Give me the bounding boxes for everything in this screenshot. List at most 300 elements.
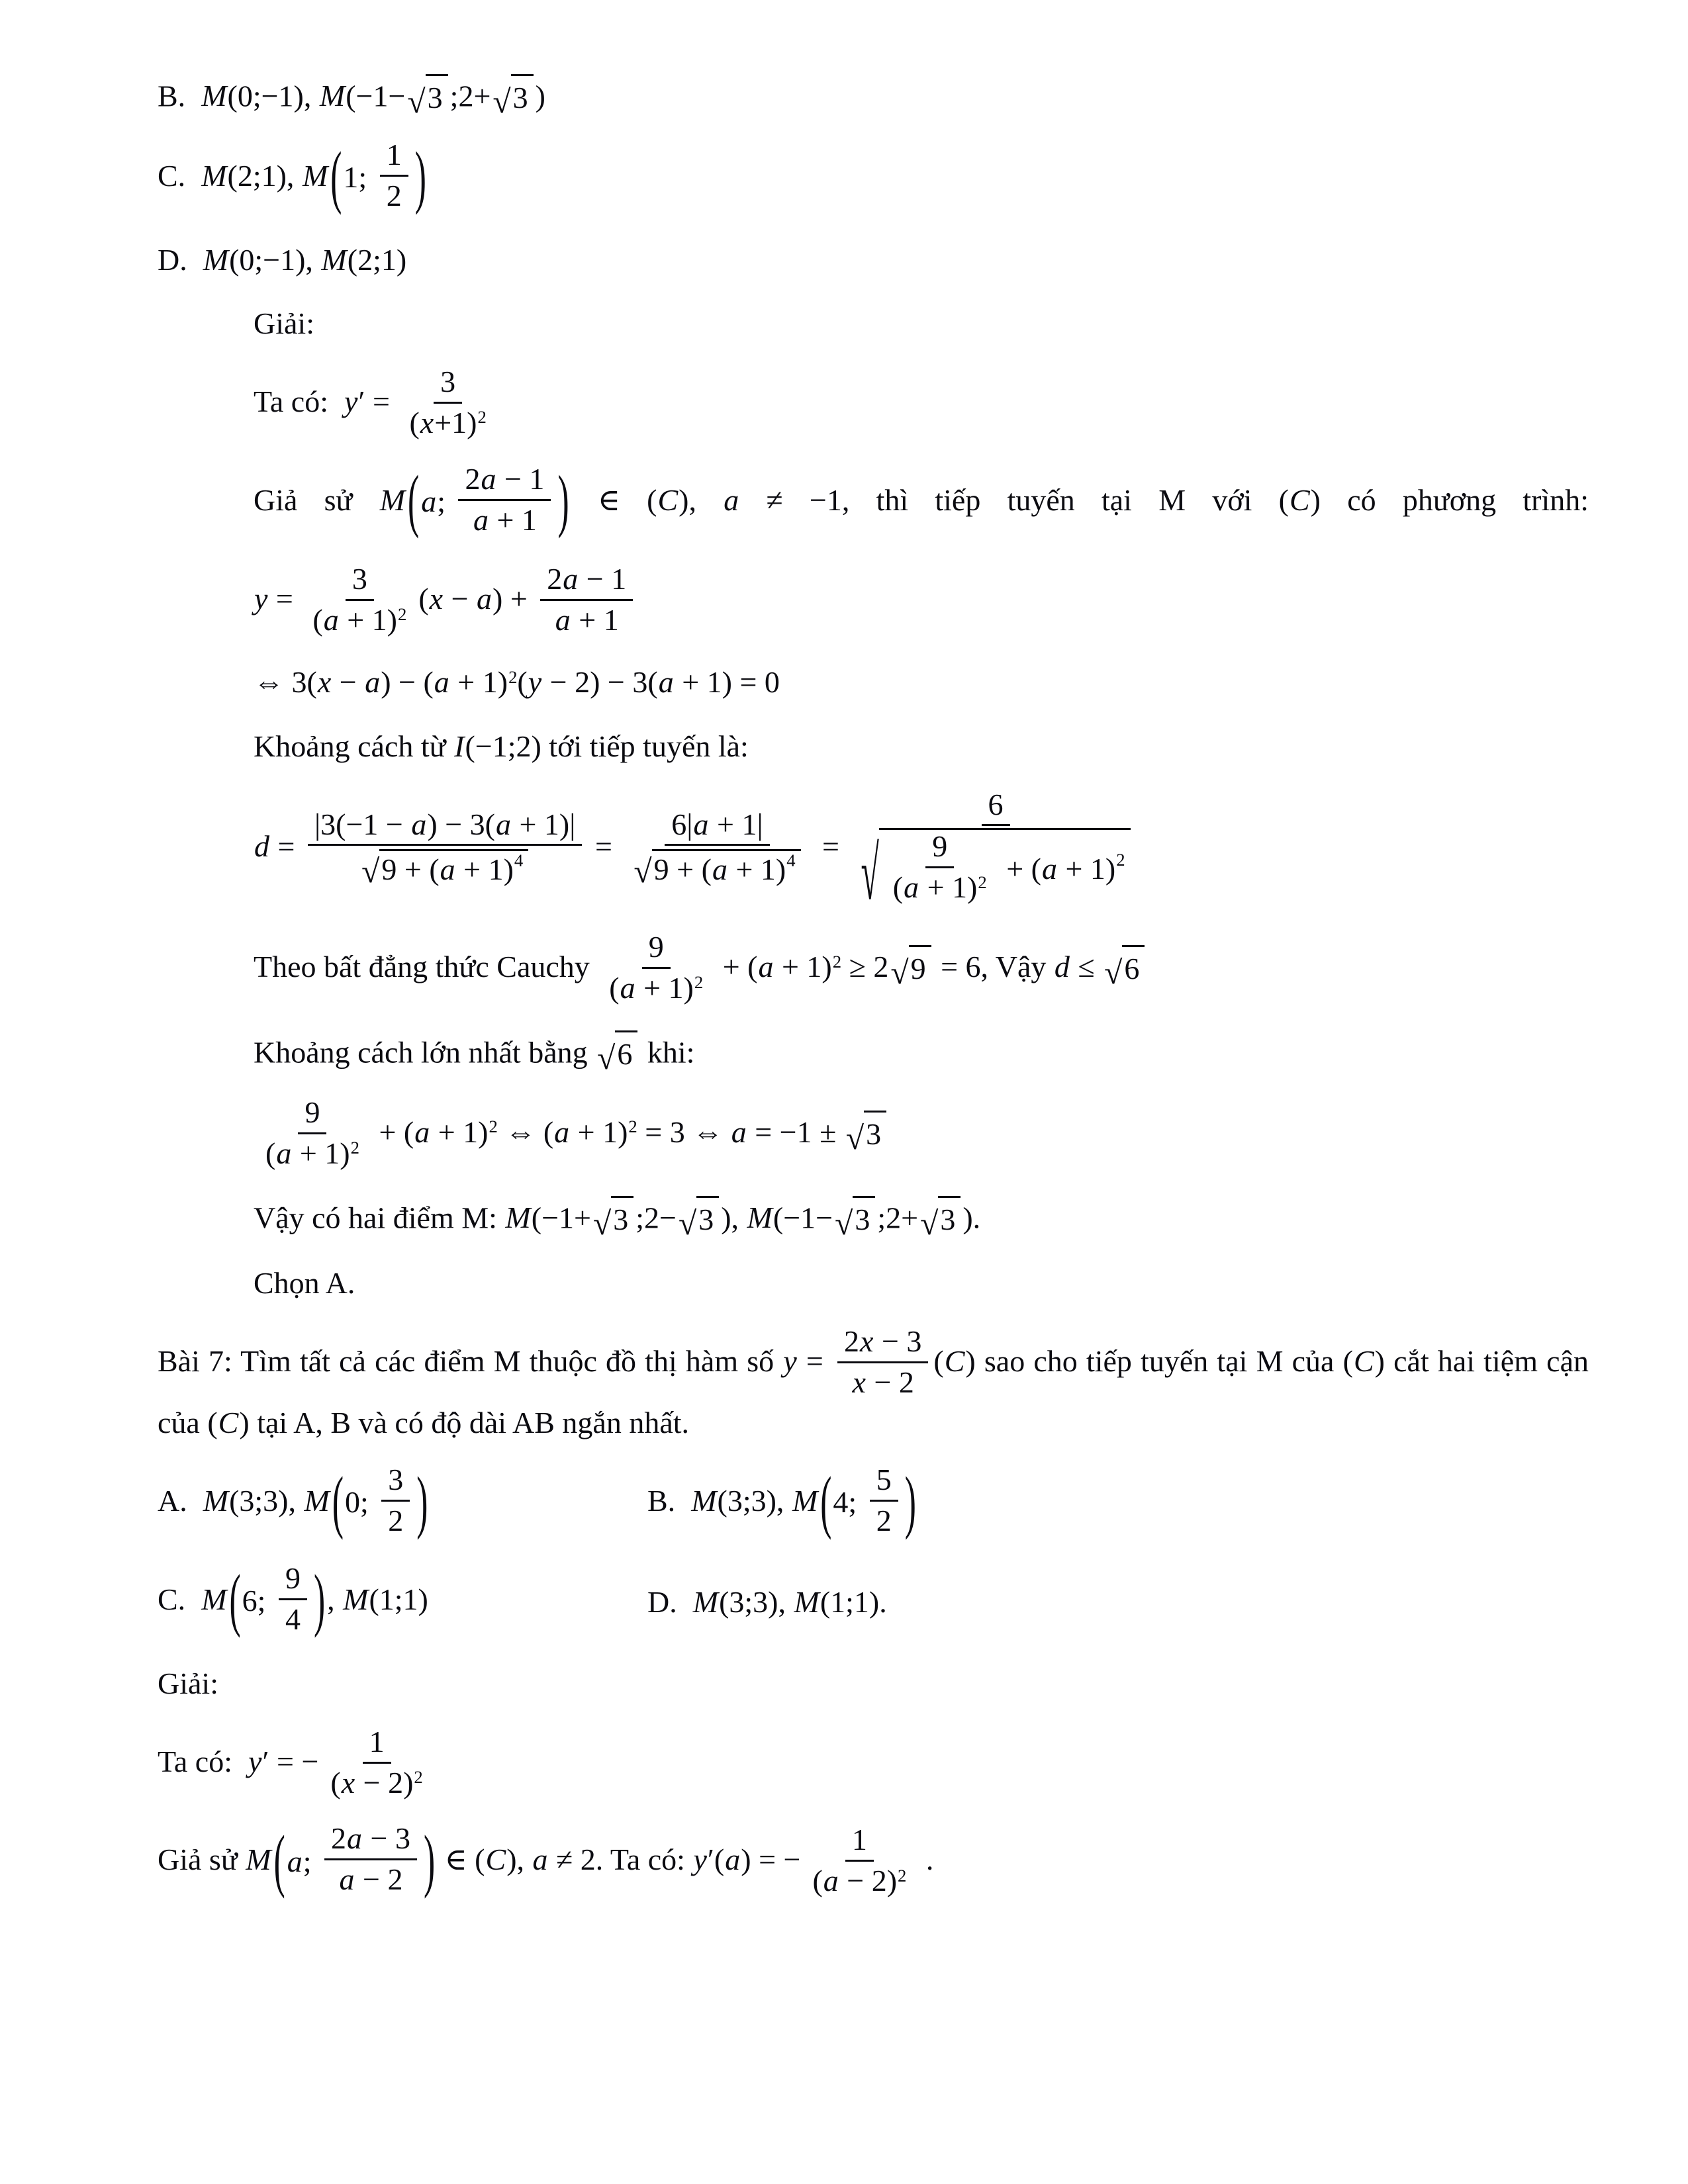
text-run: − 2) (839, 1864, 898, 1898)
radicand: $\frac{9}{(a + 1)^2}$ + ( a + 1) 2 (879, 828, 1131, 907)
close-paren-icon: ) (313, 1562, 326, 1640)
text-run: B. (647, 1483, 691, 1518)
math-variable: a (440, 852, 455, 887)
text-run: 3 (512, 81, 528, 114)
superscript: 2 (628, 1116, 637, 1137)
math-variable: a (904, 870, 919, 905)
text-run: 6| (671, 807, 693, 841)
cauchy-inequality (254, 932, 1589, 1008)
text-run: 9 + ( (381, 852, 440, 887)
text-run: ′( (707, 1843, 725, 1877)
superscript: 2 (898, 1865, 907, 1886)
denominator (381, 1502, 410, 1539)
math-variable: a (421, 484, 437, 519)
open-paren-icon: ( (820, 1463, 832, 1541)
option-d (158, 240, 1589, 281)
text-run: 6 (1124, 951, 1140, 985)
text-run: B. (158, 79, 201, 113)
text-run: ) có phương trình: (1310, 482, 1589, 517)
open-paren-icon: ( (273, 1822, 285, 1900)
text-run: + ( (371, 1115, 414, 1150)
numerator (346, 562, 374, 601)
tangent-line-form (254, 662, 1589, 703)
text-run: + 1) (455, 852, 514, 887)
text-run: (−1+ (531, 1201, 591, 1235)
text-run: + ( (715, 950, 758, 984)
math-variable: M (692, 1585, 719, 1619)
fraction (324, 1821, 417, 1897)
radicand (511, 74, 534, 118)
fraction (886, 829, 994, 905)
math-variable: M (747, 1201, 773, 1235)
text-run: Ta có: (254, 385, 344, 419)
radicand: 9 + ( a + 1) 4 (379, 849, 528, 887)
fraction (381, 1463, 410, 1539)
text-run: ; (303, 1844, 320, 1878)
text-run: − 1 (496, 461, 545, 496)
radical-sign-icon: √ (920, 1205, 939, 1242)
text-run: + 1) (292, 1136, 350, 1171)
math-variable: C (1353, 1344, 1374, 1379)
text-run: ) cắt hai tiệm cận của ( (158, 1344, 1597, 1439)
math-variable: a (563, 561, 579, 596)
text-run: (1;1) (369, 1582, 428, 1616)
text-run: − 3 (363, 1821, 410, 1856)
fraction (837, 1324, 928, 1400)
paren-content (419, 461, 557, 540)
text-run: + 1 (571, 602, 619, 637)
text-run: 3 (866, 1116, 882, 1151)
superscript: 2 (414, 1766, 423, 1787)
math-variable: y (248, 1744, 262, 1778)
numerator (380, 138, 408, 177)
text-run: ⇔ ( (497, 1115, 554, 1150)
numerator (434, 365, 462, 404)
denominator (332, 1860, 410, 1897)
denominator (870, 1502, 898, 1539)
text-run: + 1) (339, 602, 397, 637)
text-run: C. (158, 159, 201, 193)
square-root (890, 945, 931, 989)
fraction (380, 138, 408, 214)
text-run: 2 (386, 178, 402, 212)
text-run: 2 (388, 1503, 404, 1537)
conclusion-points (254, 1196, 1589, 1240)
text-run: 9 (648, 930, 664, 964)
math-variable: M (302, 159, 328, 193)
superscript: 2 (489, 1116, 498, 1137)
numerator (540, 562, 633, 601)
numerator (665, 807, 769, 846)
text-run: = (814, 829, 847, 863)
math-variable: x (860, 1324, 874, 1359)
math-variable: a (347, 1821, 363, 1856)
denominator (845, 1363, 921, 1400)
text-run: − 2) − 3( (542, 665, 658, 700)
max-distance-text (254, 1030, 1589, 1075)
text-run: 9 + ( (653, 852, 712, 887)
radical-sign-icon: √ (592, 1205, 612, 1242)
text-run: 2 (331, 1821, 347, 1856)
math-variable: y (344, 385, 358, 419)
numerator (279, 1561, 307, 1600)
close-paren-icon: ) (904, 1463, 916, 1541)
math-variable: y (254, 581, 268, 615)
paren-content (342, 140, 414, 216)
text-run: ) − 3( (427, 807, 495, 841)
answer-choice-6 (254, 1263, 1589, 1304)
superscript: 2 (350, 1138, 359, 1158)
paren-content (831, 1462, 904, 1541)
math-variable: a (414, 1115, 430, 1150)
math-variable: M (505, 1201, 531, 1235)
text-run: 6 (617, 1037, 633, 1071)
math-variable: d (1054, 950, 1070, 984)
text-run: Khoảng cách lớn nhất bằng (254, 1035, 596, 1069)
text-run: Giả sử (158, 1843, 246, 1877)
math-variable: M (203, 1483, 229, 1518)
math-variable: M (691, 1483, 717, 1518)
text-run: 0; (344, 1485, 377, 1520)
text-run: (−1;2) (465, 729, 541, 763)
text-run: 2 (876, 1503, 892, 1537)
text-run: ), (506, 1843, 532, 1877)
text-run: + ( (998, 852, 1041, 886)
radical-sign-icon: √ (361, 852, 380, 889)
math-variable: M (792, 1483, 818, 1518)
square-root (861, 828, 1131, 916)
text-run: ) tại A, B và có độ dài AB ngắn nhất. (239, 1405, 690, 1439)
derivative-1 (254, 367, 1589, 443)
text-run: + 1) = 0 (674, 665, 780, 700)
text-run: 6 (988, 787, 1004, 821)
denominator (548, 601, 626, 638)
radical-sign-icon: √ (633, 852, 652, 889)
text-run: ;2− (635, 1201, 677, 1235)
fraction (458, 462, 551, 538)
text-run: + 1) (570, 1115, 628, 1150)
denominator (402, 404, 492, 441)
text-run: Theo bất đẳng thức Cauchy (254, 950, 598, 984)
paren-content (285, 1823, 424, 1899)
math-variable: x (429, 581, 444, 615)
radical-sign-icon: √ (861, 831, 879, 916)
text-run: +1) (434, 405, 477, 439)
math-variable: d (254, 829, 269, 863)
distance-formula (254, 787, 1589, 916)
numerator (925, 829, 954, 868)
math-variable: a (724, 482, 739, 517)
text-run: |3(−1 − (314, 807, 411, 841)
radical-sign-icon: √ (597, 1040, 616, 1077)
denominator (259, 1134, 366, 1171)
math-variable: x (420, 405, 434, 439)
text-run: 3 (613, 1202, 629, 1236)
assume-point-2 (158, 1821, 1589, 1901)
text-run: ( (892, 870, 904, 905)
math-variable: a (658, 665, 674, 700)
text-run: + 1) (919, 870, 978, 905)
numerator (308, 807, 583, 846)
text-run: ( (933, 1344, 944, 1379)
fraction (853, 787, 1139, 916)
math-variable: C (218, 1405, 239, 1439)
math-variable: M (319, 79, 346, 113)
text-run: 5 (876, 1462, 892, 1496)
answers-row-cd (158, 1561, 1589, 1641)
square-root (407, 74, 447, 118)
square-root (679, 1196, 719, 1240)
text-run: 1 (386, 138, 402, 172)
text-run: ∈ ( (437, 1843, 485, 1877)
math-variable: y (783, 1344, 797, 1379)
paren-content (344, 1462, 416, 1541)
text-run: 3 (698, 1202, 714, 1236)
option-b (158, 74, 1589, 118)
square-root (835, 1196, 875, 1240)
text-run: 3 (352, 561, 367, 596)
square-root (597, 1030, 637, 1075)
text-run: (3;3), (229, 1483, 304, 1518)
option-c (158, 138, 1589, 217)
text-run: Chọn A. (254, 1266, 355, 1300)
paren-group (332, 1462, 428, 1541)
text-run: 1; (343, 160, 375, 195)
math-variable: M (343, 1582, 369, 1616)
text-run: 3 (440, 365, 456, 399)
text-run: ). (962, 1201, 981, 1235)
text-run: ), (721, 1201, 747, 1235)
radicand (864, 1111, 886, 1155)
superscript: 2 (832, 951, 842, 972)
text-run: (2;1) (347, 242, 407, 277)
open-paren-icon: ( (332, 1463, 344, 1541)
radicand: 9 + ( a + 1) 4 (652, 849, 801, 887)
math-variable: M (203, 242, 229, 277)
text-run: C. (158, 1582, 201, 1616)
math-variable: M (794, 1585, 820, 1619)
fraction (602, 930, 710, 1006)
text-run: 4 (285, 1602, 301, 1636)
text-run: khi: (639, 1035, 695, 1069)
math-variable: C (1289, 482, 1310, 517)
text-run: 3 (427, 81, 443, 114)
text-run: − (444, 581, 477, 615)
denominator (853, 826, 1139, 916)
radical-sign-icon: √ (492, 83, 511, 120)
text-run: − (332, 665, 365, 700)
numerator (642, 930, 671, 969)
text-run: − 3 (874, 1324, 922, 1359)
text-run: ( (312, 602, 323, 637)
radical-sign-icon: √ (407, 83, 426, 120)
text-run: D. (158, 242, 203, 277)
radicand (853, 1196, 875, 1240)
text-run: 2 (547, 561, 563, 596)
radicand (696, 1196, 719, 1240)
math-variable: a (323, 602, 339, 637)
math-variable: a (434, 665, 449, 700)
text-run: 1 (369, 1724, 385, 1758)
text-run: ) − ( (381, 665, 434, 700)
math-variable: a (339, 1862, 355, 1897)
math-variable: a (725, 1843, 741, 1877)
math-variable: a (365, 665, 381, 700)
paren-group (408, 461, 569, 541)
text-run: , (327, 1582, 343, 1616)
text-run: (1;1). (820, 1585, 887, 1619)
text-run: D. (647, 1585, 692, 1619)
math-variable: a (477, 581, 492, 615)
text-run: = (270, 829, 303, 863)
text-run: 1 (851, 1823, 867, 1857)
close-paren-icon: ) (557, 463, 569, 541)
assume-point-1 (254, 461, 1589, 541)
math-variable: C (657, 482, 679, 517)
option-a-7 (158, 1462, 647, 1542)
paren-group (820, 1462, 916, 1541)
document-body (158, 74, 1597, 1901)
numerator (363, 1725, 391, 1764)
text-run: + 1) (449, 665, 508, 700)
math-variable: C (944, 1344, 965, 1379)
square-root (492, 74, 533, 118)
superscript: 2 (978, 872, 987, 892)
math-variable: a (712, 852, 727, 887)
text-run: 3 (388, 1462, 404, 1496)
max-condition (254, 1097, 1589, 1173)
text-run: ( (609, 971, 620, 1005)
text-run: = (587, 829, 620, 863)
radicand (938, 1196, 961, 1240)
square-root (633, 849, 800, 887)
text-run: ∈ ( (571, 482, 657, 517)
math-variable: a (554, 1115, 570, 1150)
math-variable: a (495, 807, 511, 841)
radicand (909, 945, 931, 989)
text-run: ≤ (1070, 950, 1103, 984)
text-run: = (797, 1344, 833, 1379)
fraction (625, 807, 809, 888)
denominator (466, 501, 543, 538)
math-variable: C (485, 1843, 506, 1877)
text-run: Bài 7: Tìm tất cả các điểm M thuộc đồ thị hàm số (158, 1344, 783, 1379)
text-run: (0;−1), (229, 242, 321, 277)
text-run: A. (158, 1483, 203, 1518)
text-run: Giả sử (254, 482, 379, 517)
text-run: (2;1), (227, 159, 302, 193)
text-run: ( (409, 405, 420, 439)
denominator (353, 846, 537, 887)
option-b-7 (647, 1462, 1589, 1542)
text-run: (3;3), (717, 1483, 792, 1518)
close-paren-icon: ) (414, 138, 426, 216)
math-variable: a (555, 602, 571, 637)
denominator (380, 177, 408, 214)
text-run: = 6, Vậy (933, 950, 1054, 984)
text-run: ( (812, 1864, 823, 1898)
numerator (381, 1463, 410, 1502)
text-run: Giải: (158, 1666, 218, 1700)
text-run: ≠ −1, thì tiếp tuyến tại M với ( (739, 482, 1289, 517)
paren-group (230, 1563, 326, 1639)
text-run: 2 (844, 1324, 860, 1359)
text-run: 9 (285, 1561, 301, 1595)
text-run: (−1− (773, 1201, 833, 1235)
text-run: − 1 (579, 561, 627, 596)
numerator (982, 788, 1010, 827)
text-run: + 1) (635, 971, 694, 1005)
math-variable: M (201, 79, 227, 113)
text-run: ′ = − (262, 1744, 319, 1778)
fraction (259, 1095, 366, 1171)
denominator (602, 969, 710, 1006)
text-run: ) = − (741, 1843, 801, 1877)
math-variable: M (379, 482, 406, 517)
fraction (806, 1823, 913, 1899)
superscript: 2 (397, 604, 407, 624)
math-variable: y (528, 665, 542, 700)
text-run: ( (330, 1765, 341, 1799)
open-paren-icon: ( (229, 1562, 241, 1640)
paren-content (241, 1563, 314, 1639)
math-variable: a (532, 1843, 548, 1877)
fraction (324, 1725, 429, 1801)
text-run: 6; (242, 1584, 273, 1618)
text-run: 3 (855, 1202, 870, 1236)
text-run: Khoảng cách từ (254, 729, 454, 763)
text-run: 9 (305, 1095, 320, 1130)
text-run: + 1| (709, 807, 763, 841)
option-d-7 (647, 1582, 1589, 1623)
square-root (361, 849, 528, 887)
text-run: (−1− (346, 79, 406, 113)
numerator (324, 1821, 417, 1860)
text-run: + 1) (430, 1115, 489, 1150)
math-variable: a (758, 950, 774, 984)
text-run: + 1 (489, 502, 537, 537)
math-variable: x (852, 1365, 866, 1399)
text-run: − 2 (355, 1862, 403, 1897)
math-variable: a (481, 461, 496, 496)
text-run: = −1 ± (747, 1115, 844, 1150)
math-variable: a (1041, 852, 1057, 886)
square-root (1104, 945, 1145, 989)
radical-sign-icon: √ (1104, 954, 1123, 991)
text-run: 3 (940, 1202, 956, 1236)
superscript: 2 (477, 407, 487, 428)
text-run: ) (535, 79, 545, 113)
text-run: ) sao cho tiếp tuyến tại M của ( (965, 1344, 1353, 1379)
square-root (593, 1196, 633, 1240)
denominator (886, 868, 994, 905)
text-run: + 1) (727, 852, 786, 887)
text-run: + 1)| (511, 807, 576, 841)
fraction (308, 807, 583, 888)
solution-label-2 (158, 1663, 1589, 1704)
solution-label-1 (254, 303, 1589, 344)
numerator (458, 462, 551, 501)
math-variable: a (473, 502, 489, 537)
open-paren-icon: ( (408, 463, 420, 541)
radical-sign-icon: √ (835, 1205, 853, 1242)
text-run: Vậy có hai điểm M: (254, 1201, 505, 1235)
text-run: (3;3), (719, 1585, 794, 1619)
radical-sign-icon: √ (845, 1120, 865, 1157)
denominator (625, 846, 809, 887)
math-variable: M (246, 1843, 271, 1877)
radicand (1122, 945, 1145, 989)
